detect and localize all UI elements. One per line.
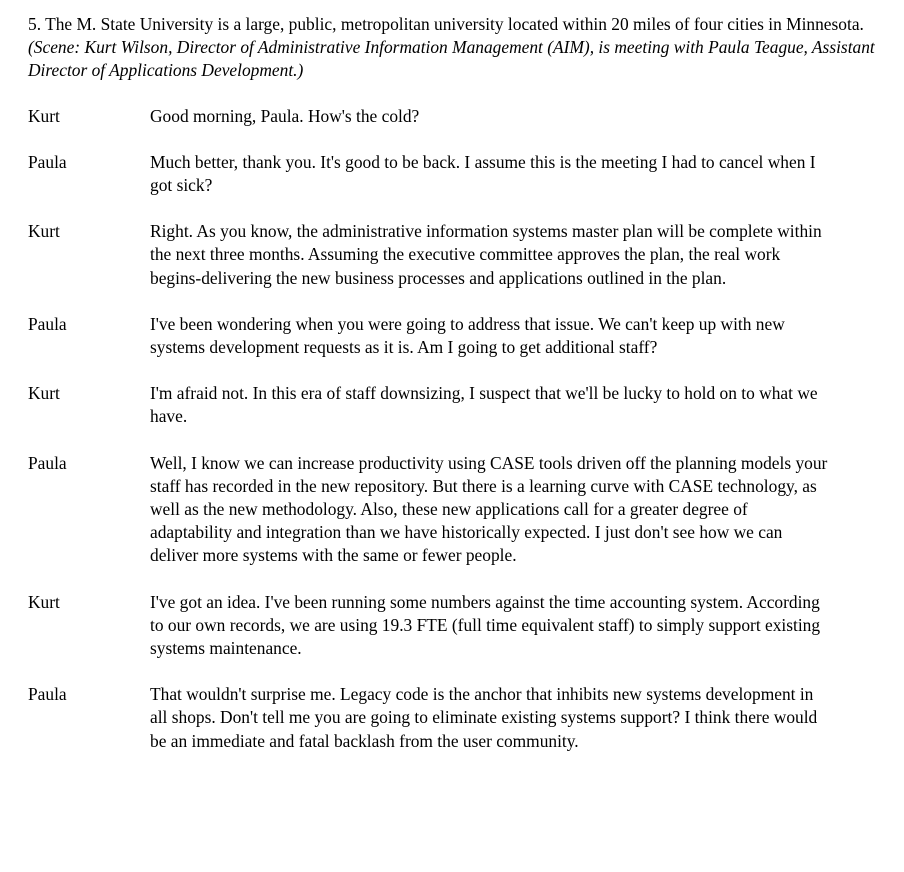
dialogue-turn [28, 382, 898, 428]
dialogue-line: I'm afraid not. In this era of staff downsizing, I suspect that we'll be lucky to hold on to what we have. [150, 383, 818, 427]
speaker-name: Kurt [28, 105, 60, 126]
speaker-name: Kurt [28, 221, 60, 242]
dialogue-line: Much better, thank you. It's good to be back. I assume this is the meeting I had to cancel when I got sick? [150, 151, 816, 196]
dialogue-line: I've got an idea. I've been running some numbers against the time accounting system. According to our own records, we are using 19.3 FTE (full time equivalent staff) to simply support existing systems maintenance. [150, 591, 821, 659]
dialogue-line: Good morning, Paula. How's the cold? [150, 105, 420, 126]
scene-description: (Scene: Kurt Wilson, Director of Administrative Information Management (AIM), is meeting with Paula Teague, Assistant Director of Applications Development.) [28, 37, 875, 81]
dialogue-turn [28, 220, 898, 290]
speaker-name: Paula [28, 313, 67, 334]
dialogue-line: I've been wondering when you were going to address that issue. We can't keep up with new systems development requests as it is. Am I going to get additional staff? [150, 313, 785, 358]
dialogue-line: Right. As you know, the administrative information systems master plan will be complete within the next three months. Assuming the executive committee approves the plan, the real work begins-delivering the new business processes and applications outlined in the plan. [150, 221, 822, 288]
speaker-name: Kurt [28, 591, 60, 612]
case-intro [28, 13, 903, 83]
dialogue-line: That wouldn't surprise me. Legacy code is the anchor that inhibits new systems development in all shops. Don't tell me you are going to eliminate existing systems support? I think there would be an immediate and fatal backlash from the user community. [150, 684, 818, 751]
dialogue-turn [28, 683, 898, 753]
dialogue-turn [28, 452, 898, 568]
dialogue-turn [28, 105, 898, 128]
dialogue-turn [28, 591, 898, 661]
dialogue [28, 105, 898, 753]
speaker-name: Paula [28, 151, 67, 172]
speaker-name: Paula [28, 684, 67, 705]
speaker-name: Paula [28, 452, 67, 473]
intro-text: 5. The M. State University is a large, public, metropolitan university located within 20 miles of four cities in Minnesota. [28, 14, 864, 34]
dialogue-turn [28, 313, 898, 359]
speaker-name: Kurt [28, 383, 60, 404]
dialogue-line: Well, I know we can increase productivity using CASE tools driven off the planning models your staff has recorded in the new repository. But there is a learning curve with CASE technology, as well as the new methodology. Also, these new applications call for a greater degree of adaptability and integration than we have historically expected. I just don't see how we can deliver more systems with the same or fewer people. [150, 452, 828, 566]
dialogue-turn [28, 151, 898, 197]
